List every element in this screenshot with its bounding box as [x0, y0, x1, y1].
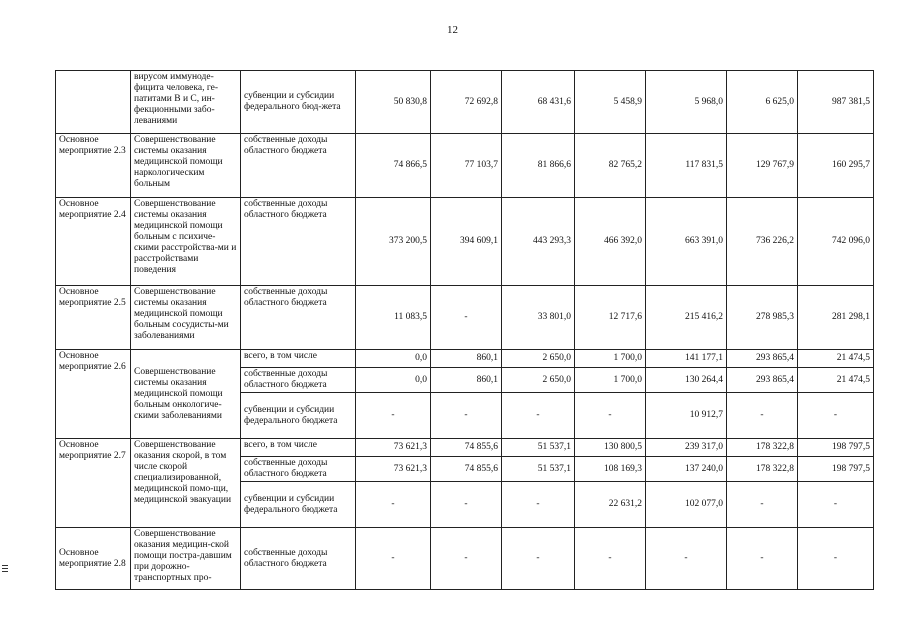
amount-cell: 281 298,1 [798, 286, 874, 350]
amount-cell: 860,1 [431, 350, 502, 368]
measure-name: Совершенствование системы оказания медицинской помощи больным онкологиче-скими заболеваниями [131, 350, 241, 439]
amount-cell: 117 831,5 [646, 134, 727, 198]
amount-cell: 215 416,2 [646, 286, 727, 350]
amount-cell: 1 700,0 [575, 368, 646, 393]
amount-cell: 130 800,5 [575, 439, 646, 457]
measure-code: Основное мероприятие 2.5 [56, 286, 131, 350]
table-row [56, 198, 874, 286]
amount-cell: 2 650,0 [502, 368, 575, 393]
funding-source: всего, в том числе [241, 439, 356, 457]
amount-cell: - [356, 528, 431, 590]
amount-cell: 11 083,5 [356, 286, 431, 350]
funding-source: субвенции и субсидии федерального бюджета [241, 482, 356, 528]
measure-code: Основное мероприятие 2.3 [56, 134, 131, 198]
amount-cell: - [727, 528, 798, 590]
measure-name: Совершенствование оказания медицин-ской помощи постра-давшим при дорожно-транспортных про- [131, 528, 241, 590]
amount-cell: - [502, 528, 575, 590]
amount-cell: 50 830,8 [356, 71, 431, 134]
amount-cell: 394 609,1 [431, 198, 502, 286]
amount-cell: 6 625,0 [727, 71, 798, 134]
funding-source: собственные доходы областного бюджета [241, 457, 356, 482]
amount-cell: 68 431,6 [502, 71, 575, 134]
margin-mark [2, 565, 8, 574]
measure-name: вирусом иммуноде-фицита человека, ге-патитами В и С, ин-фекционными забо-леваниями [131, 71, 241, 134]
measure-code: Основное мероприятие 2.6 [56, 350, 131, 439]
amount-cell: 21 474,5 [798, 368, 874, 393]
amount-cell: - [431, 286, 502, 350]
amount-cell: 736 226,2 [727, 198, 798, 286]
amount-cell: 178 322,8 [727, 439, 798, 457]
amount-cell: 10 912,7 [646, 393, 727, 439]
measure-name: Совершенствование оказания скорой, в том числе скорой специализированной, медицинской помо-щи, медицинской эвакуации [131, 439, 241, 528]
measure-code: Основное мероприятие 2.8 [56, 528, 131, 590]
amount-cell: - [431, 393, 502, 439]
amount-cell: - [727, 482, 798, 528]
amount-cell: - [502, 393, 575, 439]
amount-cell: 72 692,8 [431, 71, 502, 134]
amount-cell: 73 621,3 [356, 457, 431, 482]
funding-source: собственные доходы областного бюджета [241, 286, 356, 350]
amount-cell: - [727, 393, 798, 439]
table-row [56, 71, 874, 134]
amount-cell: - [575, 528, 646, 590]
page-number: 12 [447, 24, 458, 36]
amount-cell: 160 295,7 [798, 134, 874, 198]
table-row [56, 528, 874, 590]
amount-cell: - [798, 482, 874, 528]
table-row [56, 286, 874, 350]
measure-code [56, 71, 131, 134]
amount-cell: 102 077,0 [646, 482, 727, 528]
table-row [56, 134, 874, 198]
funding-source: собственные доходы областного бюджета [241, 528, 356, 590]
funding-source: собственные доходы областного бюджета [241, 368, 356, 393]
table-body [56, 71, 874, 590]
amount-cell: - [798, 528, 874, 590]
measure-name: Совершенствование системы оказания медицинской помощи больным сосудисты-ми заболеваниями [131, 286, 241, 350]
amount-cell: - [798, 393, 874, 439]
measure-name: Совершенствование системы оказания медицинской помощи больным с психиче-скими расстройства-ми и расстройствами поведения [131, 198, 241, 286]
amount-cell: - [356, 482, 431, 528]
amount-cell: 108 169,3 [575, 457, 646, 482]
amount-cell: - [431, 528, 502, 590]
amount-cell: 73 621,3 [356, 439, 431, 457]
amount-cell: 293 865,4 [727, 368, 798, 393]
funding-source: субвенции и субсидии федерального бюджета [241, 393, 356, 439]
amount-cell: 1 700,0 [575, 350, 646, 368]
funding-source: субвенции и субсидии федерального бюд-жета [241, 71, 356, 134]
measure-code: Основное мероприятие 2.4 [56, 198, 131, 286]
amount-cell: 5 458,9 [575, 71, 646, 134]
amount-cell: 81 866,6 [502, 134, 575, 198]
amount-cell: - [431, 482, 502, 528]
amount-cell: 51 537,1 [502, 439, 575, 457]
amount-cell: 198 797,5 [798, 457, 874, 482]
amount-cell: 74 855,6 [431, 457, 502, 482]
funding-source: собственные доходы областного бюджета [241, 198, 356, 286]
amount-cell: 22 631,2 [575, 482, 646, 528]
amount-cell: 239 317,0 [646, 439, 727, 457]
amount-cell: 137 240,0 [646, 457, 727, 482]
amount-cell: 293 865,4 [727, 350, 798, 368]
amount-cell: 2 650,0 [502, 350, 575, 368]
amount-cell: 74 855,6 [431, 439, 502, 457]
amount-cell: 198 797,5 [798, 439, 874, 457]
amount-cell: 77 103,7 [431, 134, 502, 198]
amount-cell: 74 866,5 [356, 134, 431, 198]
amount-cell: 178 322,8 [727, 457, 798, 482]
budget-table [55, 70, 874, 590]
funding-source: собственные доходы областного бюджета [241, 134, 356, 198]
amount-cell: 0,0 [356, 368, 431, 393]
amount-cell: 51 537,1 [502, 457, 575, 482]
amount-cell: 860,1 [431, 368, 502, 393]
amount-cell: 742 096,0 [798, 198, 874, 286]
amount-cell: 12 717,6 [575, 286, 646, 350]
amount-cell: 987 381,5 [798, 71, 874, 134]
amount-cell: - [356, 393, 431, 439]
amount-cell: 0,0 [356, 350, 431, 368]
funding-source: всего, в том числе [241, 350, 356, 368]
measure-code: Основное мероприятие 2.7 [56, 439, 131, 528]
amount-cell: 130 264,4 [646, 368, 727, 393]
amount-cell: - [646, 528, 727, 590]
amount-cell: - [502, 482, 575, 528]
amount-cell: 5 968,0 [646, 71, 727, 134]
amount-cell: 373 200,5 [356, 198, 431, 286]
amount-cell: - [575, 393, 646, 439]
amount-cell: 278 985,3 [727, 286, 798, 350]
table-row [56, 439, 874, 457]
amount-cell: 129 767,9 [727, 134, 798, 198]
amount-cell: 33 801,0 [502, 286, 575, 350]
amount-cell: 466 392,0 [575, 198, 646, 286]
amount-cell: 141 177,1 [646, 350, 727, 368]
amount-cell: 82 765,2 [575, 134, 646, 198]
amount-cell: 663 391,0 [646, 198, 727, 286]
amount-cell: 443 293,3 [502, 198, 575, 286]
table-row [56, 350, 874, 368]
measure-name: Совершенствование системы оказания медицинской помощи наркологическим больным [131, 134, 241, 198]
amount-cell: 21 474,5 [798, 350, 874, 368]
